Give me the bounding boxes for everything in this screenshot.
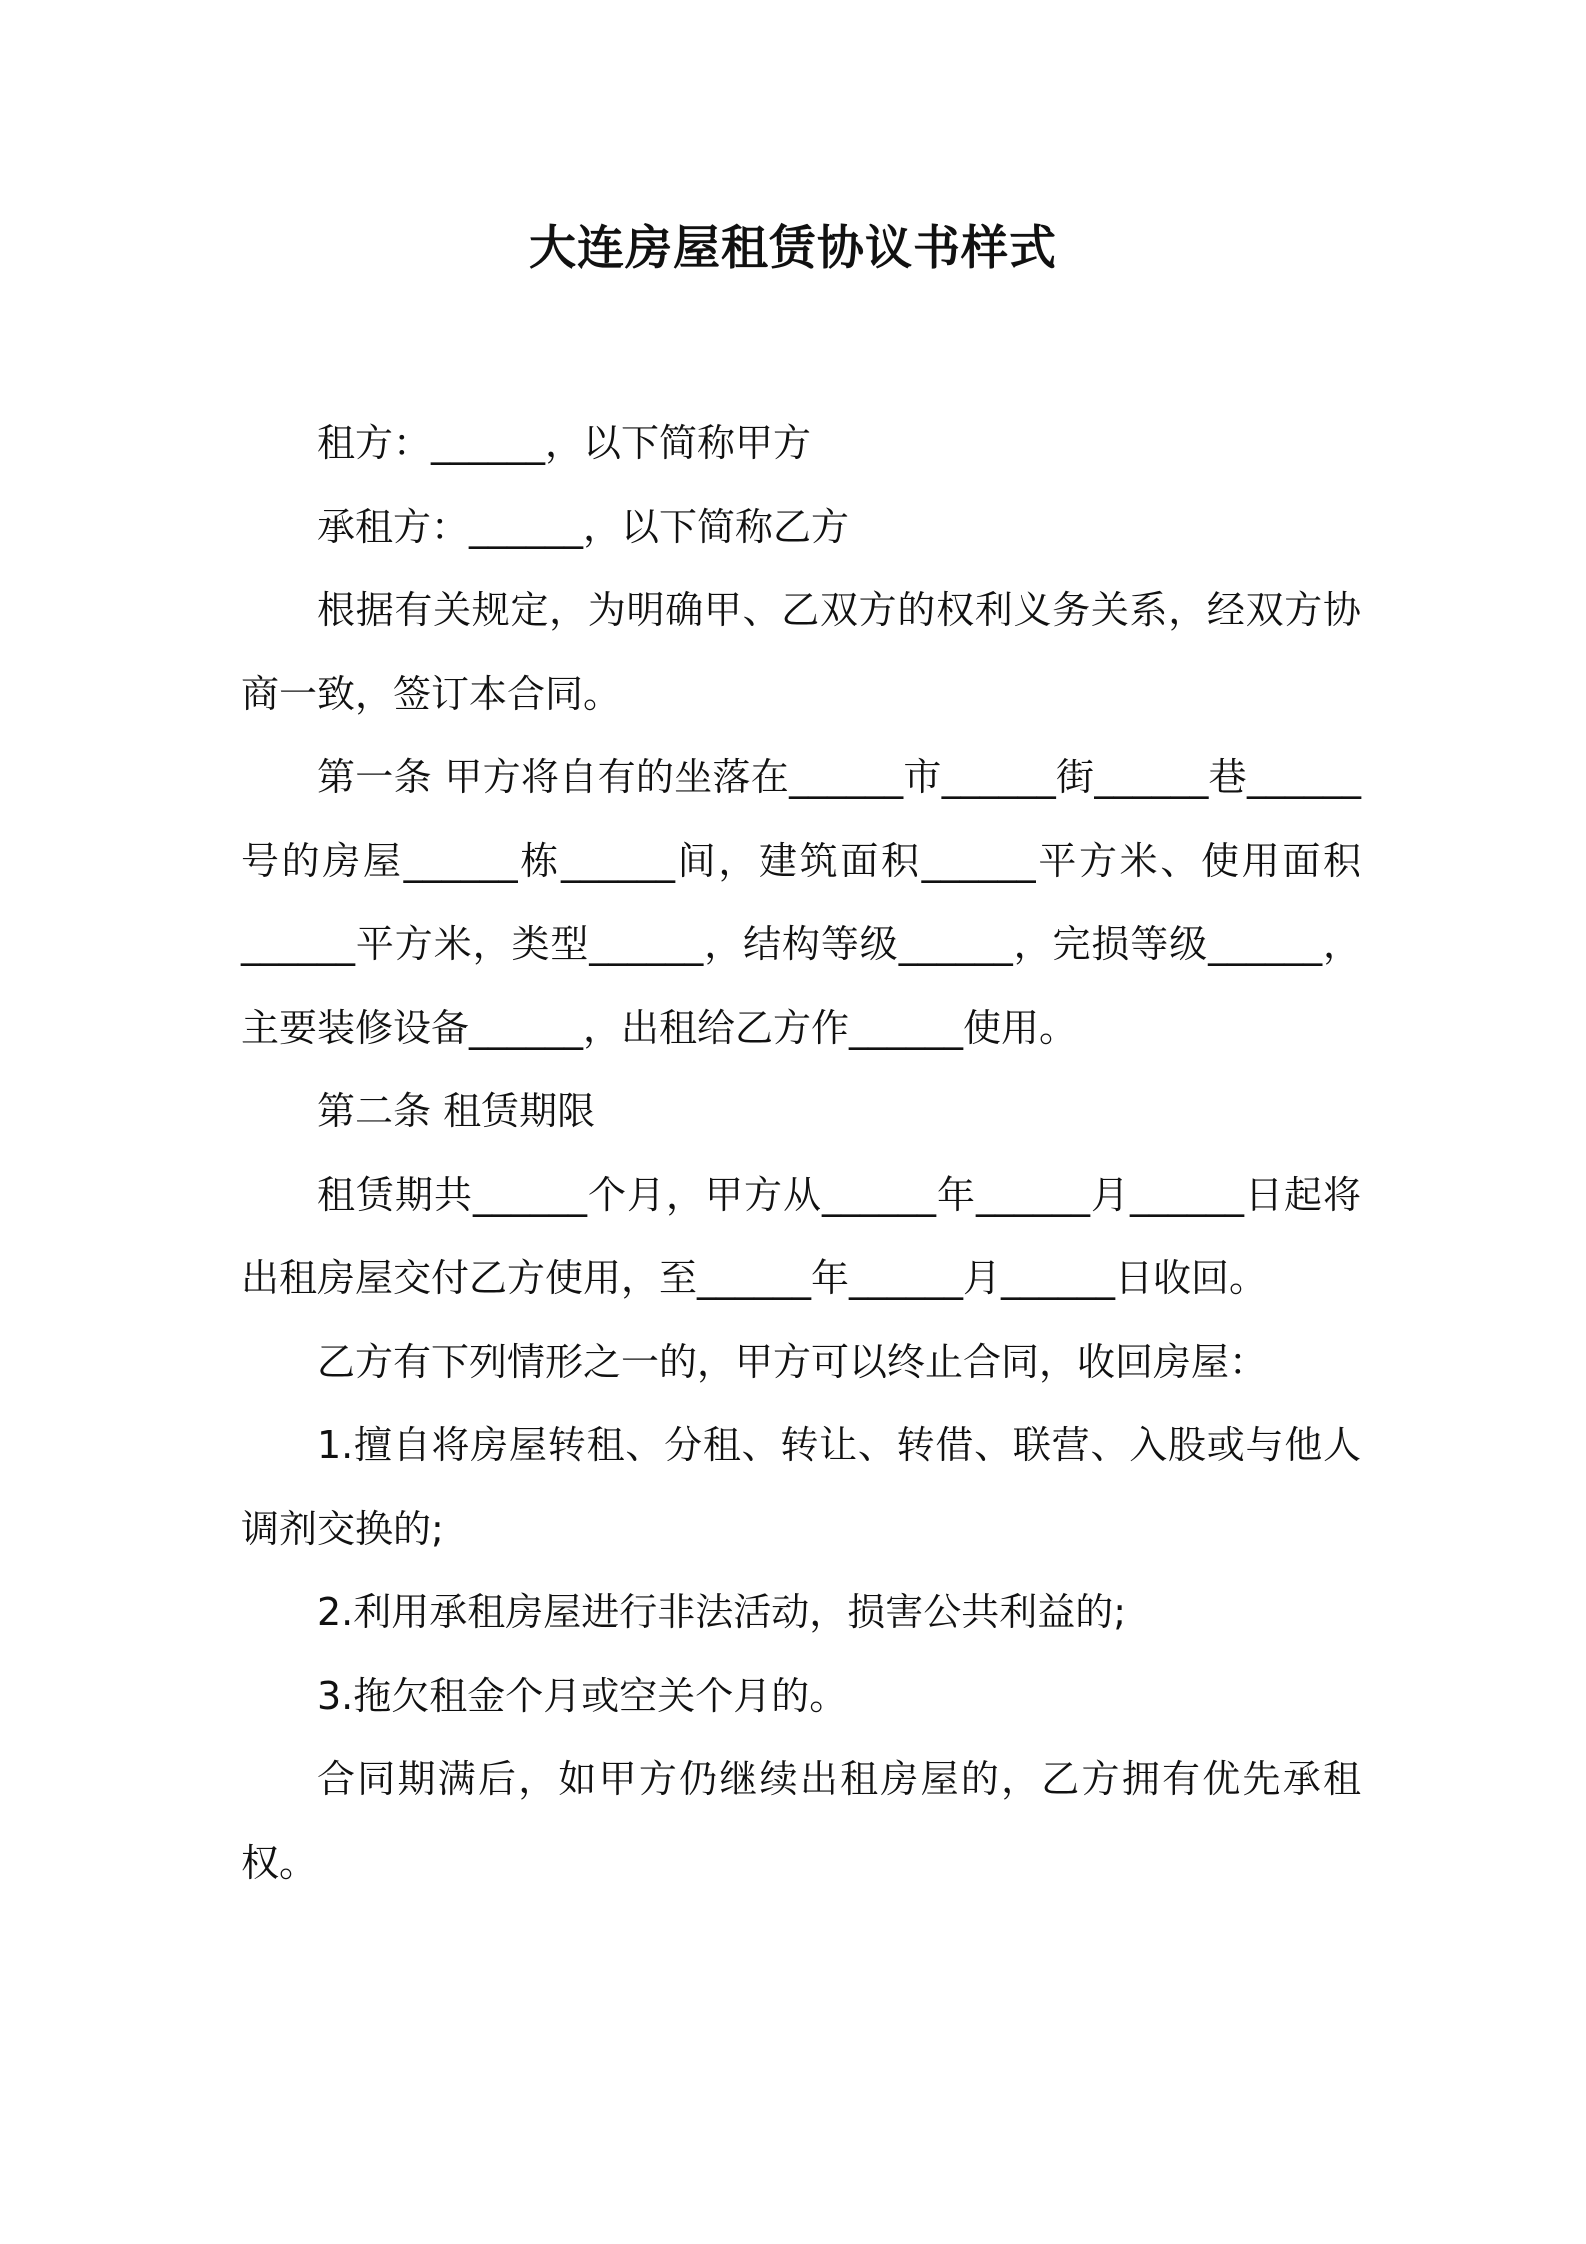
document-body xyxy=(241,402,1361,1905)
paragraph-termination-item-3: 3.拖欠租金个月或空关个月的。 xyxy=(317,1673,848,1718)
paragraph-lessee: 承租方：______，以下简称乙方 xyxy=(317,504,850,549)
paragraph-preamble: 根据有关规定，为明确甲、乙双方的权利义务关系，经双方协商一致，签订本合同。 xyxy=(241,588,1361,716)
paragraph-termination-item-1: 1.擅自将房屋转租、分租、转让、转借、联营、入股或与他人调剂交换的; xyxy=(241,1423,1361,1551)
paragraph-renewal: 合同期满后，如甲方仍继续出租房屋的，乙方拥有优先承租权。 xyxy=(241,1757,1361,1885)
paragraph-article-2-heading: 第二条 租赁期限 xyxy=(317,1089,596,1133)
paragraph-article-1: 第一条 甲方将自有的坐落在______市______街______巷______号的房屋______栋______间，建筑面积______平方米、使用面积______平方米，类型______，结构等级______，完损等级______，主要装修设备______，出租给乙方作______使用。 xyxy=(241,755,1361,1050)
paragraph-lease-term: 租赁期共______个月，甲方从______年______月______日起将出租房屋交付乙方使用，至______年______月______日收回。 xyxy=(241,1172,1361,1300)
document-title: 大连房屋租赁协议书样式 xyxy=(529,221,1057,276)
paragraph-termination-item-2: 2.利用承租房屋进行非法活动，损害公共利益的; xyxy=(317,1590,1127,1634)
paragraph-lessor: 租方：______，以下简称甲方 xyxy=(317,421,812,465)
paragraph-termination-intro: 乙方有下列情形之一的，甲方可以终止合同，收回房屋： xyxy=(317,1339,1268,1384)
